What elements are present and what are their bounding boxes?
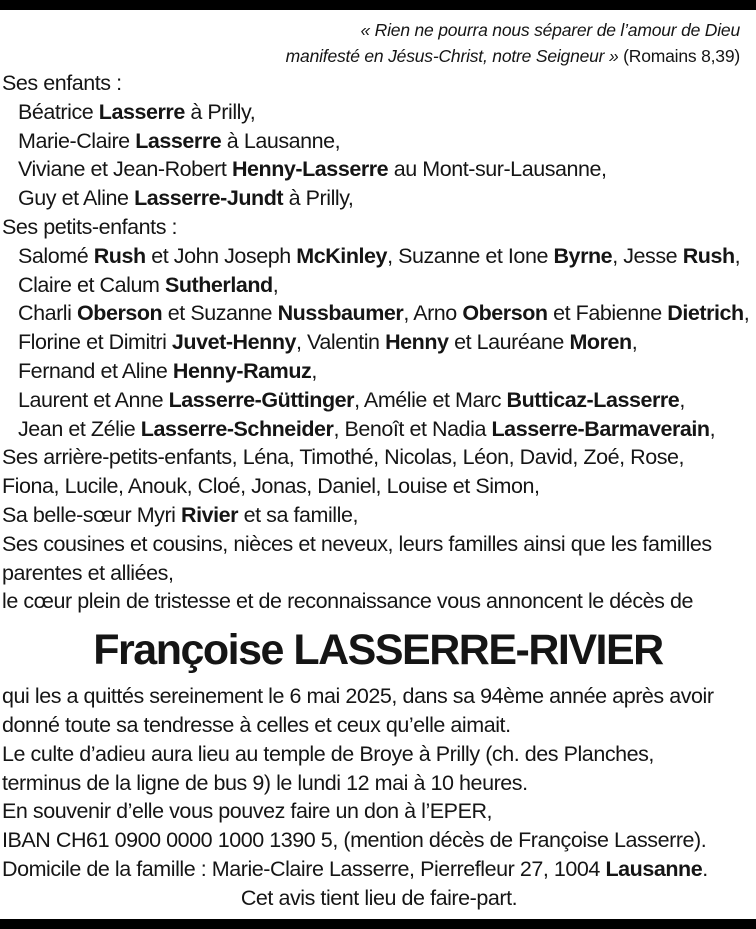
text-segment: Cet avis tient lieu de faire-part. xyxy=(240,885,518,910)
surname-bold: Dietrich xyxy=(667,301,744,326)
text-segment: Sa belle-sœur Myri xyxy=(2,502,182,527)
body-line xyxy=(2,587,756,616)
text-segment: à Lausanne, xyxy=(221,128,341,153)
body-line xyxy=(2,328,756,357)
text-segment: Florine et Dimitri xyxy=(18,330,172,355)
text-segment: donné toute sa tendresse à celles et ceux qu’elle aimait. xyxy=(2,712,511,737)
text-segment: , Jesse xyxy=(612,243,683,268)
body-line xyxy=(2,242,756,271)
family-list xyxy=(0,69,756,616)
surname-bold: Butticaz-Lasserre xyxy=(506,387,680,412)
text-segment: à Prilly, xyxy=(184,99,256,124)
text-segment: Béatrice xyxy=(18,99,99,124)
text-segment: , xyxy=(679,387,685,412)
body-line xyxy=(2,711,756,740)
text-segment: , xyxy=(631,330,638,355)
surname-bold: Rush xyxy=(93,243,146,268)
text-segment: Viviane et Jean-Robert xyxy=(18,157,232,182)
surname-bold: Henny xyxy=(385,330,449,355)
text-segment: Ses petits-enfants : xyxy=(2,214,178,239)
surname-bold: Byrne xyxy=(553,243,613,268)
body-line xyxy=(2,271,756,300)
text-segment: Ses enfants : xyxy=(2,71,122,95)
body-line xyxy=(2,213,756,242)
text-segment: , Benoît et Nadia xyxy=(333,416,492,441)
text-segment: IBAN CH61 0900 0000 1000 1390 5, (mention décès de Françoise Lasserre). xyxy=(2,828,707,853)
surname-bold: Lausanne xyxy=(605,856,703,881)
text-segment: Marie-Claire xyxy=(18,128,136,153)
body-line xyxy=(2,127,756,156)
top-rule xyxy=(0,0,756,10)
body-line xyxy=(2,530,756,559)
surname-bold: Oberson xyxy=(76,301,163,326)
body-line xyxy=(2,826,756,855)
surname-bold: Rush xyxy=(682,243,735,268)
body-line xyxy=(2,357,756,386)
text-segment: au Mont-sur-Lausanne, xyxy=(388,157,607,182)
surname-bold: Henny-Ramuz xyxy=(172,358,312,383)
body-line xyxy=(2,155,756,184)
text-segment: , Valentin xyxy=(296,330,386,355)
scripture-quote xyxy=(0,17,756,69)
text-segment: , xyxy=(709,416,716,441)
text-segment: Salomé xyxy=(18,243,94,268)
body-line xyxy=(2,472,756,501)
text-segment: Ses cousines et cousins, nièces et neveux, leurs familles ainsi que les familles xyxy=(2,531,712,556)
text-segment: , Amélie et Marc xyxy=(354,387,507,412)
body-line xyxy=(2,884,756,913)
surname-bold: McKinley xyxy=(296,243,388,268)
text-segment: , xyxy=(743,301,750,326)
body-line xyxy=(2,415,756,444)
surname-bold: Nussbaumer xyxy=(277,301,404,326)
text-segment: Jean et Zélie xyxy=(18,416,141,441)
text-segment: et sa famille, xyxy=(238,502,358,527)
body-line xyxy=(2,299,756,328)
text-segment: parentes et alliées, xyxy=(2,560,174,585)
text-segment: à Prilly, xyxy=(283,186,354,211)
text-segment: Laurent et Anne xyxy=(18,387,169,412)
quote-text: « Rien ne pourra nous séparer de l’amour de Dieu xyxy=(360,20,740,40)
text-segment: qui les a quittés sereinement le 6 mai 2025, dans sa 94ème année après avoir xyxy=(2,684,714,709)
body-line xyxy=(2,740,756,769)
text-segment: Fiona, Lucile, Anouk, Cloé, Jonas, Daniel, Louise et Simon, xyxy=(2,474,540,499)
body-line xyxy=(2,769,756,798)
body-line xyxy=(2,69,756,98)
text-segment: Ses arrière-petits-enfants, Léna, Timothé, Nicolas, Léon, David, Zoé, Rose, xyxy=(2,445,685,470)
surname-bold: Lasserre-Barmaverain xyxy=(491,416,710,441)
surname-bold: Lasserre xyxy=(135,128,222,153)
text-segment: , xyxy=(734,243,741,268)
surname-bold: Lasserre-Schneider xyxy=(140,416,334,441)
surname-bold: Lasserre-Jundt xyxy=(134,186,284,211)
body-line xyxy=(2,559,756,588)
surname-bold: Henny-Lasserre xyxy=(231,157,389,182)
text-segment: Guy et Aline xyxy=(18,186,135,211)
text-segment: , xyxy=(272,272,279,297)
quote-text: manifesté en Jésus-Christ, notre Seigneur » xyxy=(285,46,619,66)
text-segment: Claire et Calum xyxy=(18,272,165,297)
text-segment: , xyxy=(311,358,317,383)
quote-line-1 xyxy=(0,17,740,43)
body-line xyxy=(2,501,756,530)
surname-bold: Lasserre xyxy=(98,99,185,124)
text-segment: et John Joseph xyxy=(145,243,297,268)
body-line xyxy=(2,386,756,415)
body-line xyxy=(2,98,756,127)
announcement-details xyxy=(0,682,756,912)
body-line xyxy=(2,855,756,884)
text-segment: Fernand et Aline xyxy=(18,358,173,383)
body-line xyxy=(2,443,756,472)
text-segment: . xyxy=(702,856,708,881)
surname-bold: Lasserre-Güttinger xyxy=(168,387,355,412)
text-segment: , Suzanne et Ione xyxy=(387,243,554,268)
surname-bold: Juvet-Henny xyxy=(171,330,297,355)
text-segment: Domicile de la famille : Marie-Claire Lasserre, Pierrefleur 27, 1004 xyxy=(2,856,606,881)
bottom-rule xyxy=(0,919,756,929)
text-segment: et Lauréane xyxy=(448,330,570,355)
text-segment: , Arno xyxy=(403,301,463,326)
quote-line-2 xyxy=(0,43,740,69)
quote-reference: (Romains 8,39) xyxy=(618,46,740,66)
surname-bold: Sutherland xyxy=(164,272,273,297)
text-segment: Le culte d’adieu aura lieu au temple de Broye à Prilly (ch. des Planches, xyxy=(2,741,654,766)
body-line xyxy=(2,797,756,826)
text-segment: terminus de la ligne de bus 9) le lundi 12 mai à 10 heures. xyxy=(2,770,528,795)
text-segment: et Fabienne xyxy=(547,301,668,326)
text-segment: Charli xyxy=(18,301,77,326)
deceased-name: Françoise LASSERRE-RIVIER xyxy=(93,626,663,675)
body-line xyxy=(2,184,756,213)
surname-bold: Moren xyxy=(569,330,632,355)
text-segment: En souvenir d’elle vous pouvez faire un don à l’EPER, xyxy=(2,799,493,824)
body-line xyxy=(2,682,756,711)
text-segment: et Suzanne xyxy=(162,301,278,326)
text-segment: le cœur plein de tristesse et de reconnaissance vous annoncent le décès de xyxy=(2,589,693,614)
surname-bold: Rivier xyxy=(181,502,239,527)
surname-bold: Oberson xyxy=(462,301,548,326)
